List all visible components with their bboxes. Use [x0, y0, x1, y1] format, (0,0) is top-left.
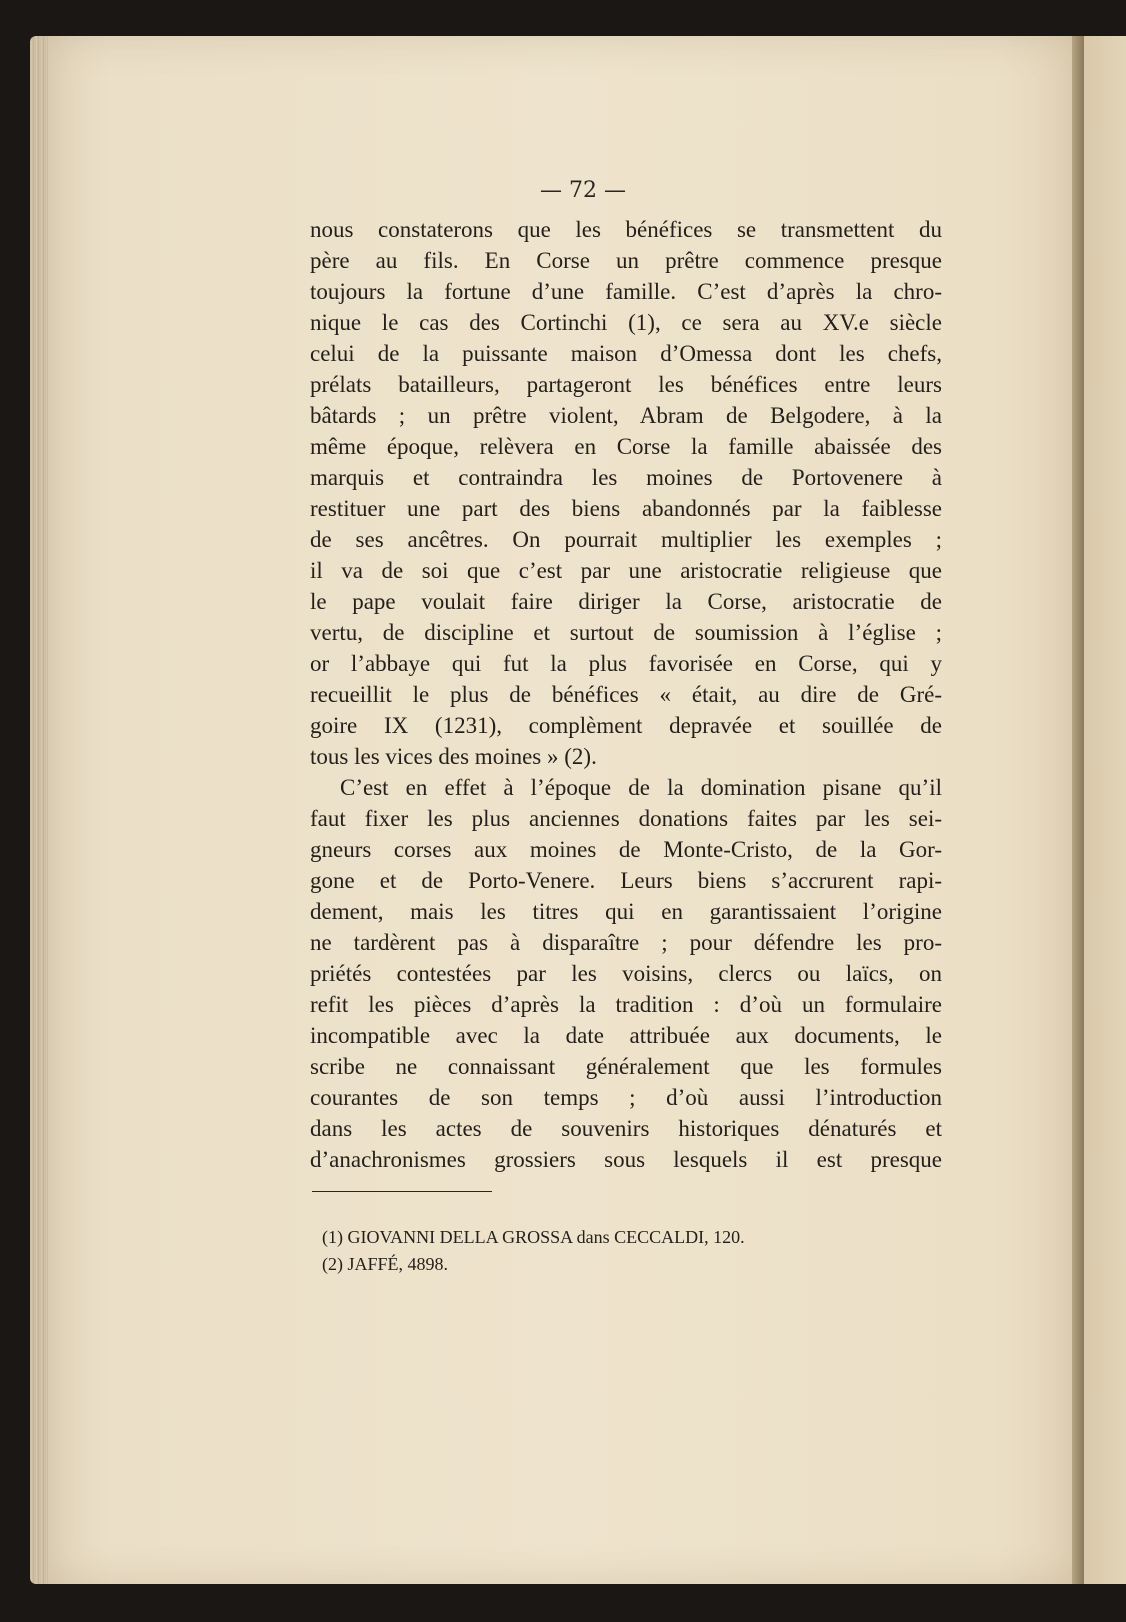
text-line: gneurs corses aux moines de Monte-Cristo, de la Gor-	[310, 837, 942, 862]
text-line: C’est en effet à l’époque de la domination pisane qu’il	[340, 775, 942, 800]
text-line: priétés contestées par les voisins, clercs ou laïcs, on	[310, 961, 942, 986]
text-line: celui de la puissante maison d’Omessa dont les chefs,	[310, 341, 942, 366]
text-line: père au fils. En Corse un prêtre commence presque	[310, 248, 942, 273]
footnote: (2) JAFFÉ, 4898.	[322, 1254, 449, 1274]
book-gutter	[1072, 36, 1084, 1584]
text-line: faut fixer les plus anciennes donations faites par les sei-	[310, 806, 942, 831]
text-line: de ses ancêtres. On pourrait multiplier les exemples ;	[310, 527, 942, 552]
text-line: courantes de son temps ; d’où aussi l’introduction	[310, 1085, 942, 1110]
text-line: nique le cas des Cortinchi (1), ce sera au XV.e siècle	[310, 310, 942, 335]
text-line: nous constaterons que les bénéfices se transmettent du	[310, 217, 942, 242]
text-line: tous les vices des moines » (2).	[310, 744, 597, 769]
text-line: restituer une part des biens abandonnés par la faiblesse	[310, 496, 942, 521]
page-number-header: — 72 —	[540, 178, 626, 203]
text-line: recueillit le plus de bénéfices « était, au dire de Gré-	[310, 682, 942, 707]
text-line: dans les actes de souvenirs historiques dénaturés et	[310, 1116, 942, 1141]
body-text	[310, 214, 942, 1175]
text-line: gone et de Porto-Venere. Leurs biens s’accrurent rapi-	[310, 868, 942, 893]
text-line: toujours la fortune d’une famille. C’est d’après la chro-	[310, 279, 942, 304]
text-line: même époque, relèvera en Corse la famille abaissée des	[310, 434, 942, 459]
text-line: d’anachronismes grossiers sous lesquels il est presque	[310, 1147, 942, 1172]
text-line: dement, mais les titres qui en garantissaient l’origine	[310, 899, 942, 924]
text-line: bâtards ; un prêtre violent, Abram de Belgodere, à la	[310, 403, 942, 428]
facing-page-edge	[1084, 36, 1126, 1584]
text-line: goire IX (1231), complèment depravée et souillée de	[310, 713, 942, 738]
footnote-rule	[312, 1191, 492, 1192]
text-line: il va de soi que c’est par une aristocratie religieuse que	[310, 558, 942, 583]
footnotes	[322, 1224, 745, 1278]
text-line: le pape voulait faire diriger la Corse, aristocratie de	[310, 589, 942, 614]
footnote: (1) GIOVANNI DELLA GROSSA dans CECCALDI, 120.	[322, 1227, 745, 1247]
text-line: refit les pièces d’après la tradition : d’où un formulaire	[310, 992, 942, 1017]
text-line: marquis et contraindra les moines de Portovenere à	[310, 465, 942, 490]
text-line: ne tardèrent pas à disparaître ; pour défendre les pro-	[310, 930, 942, 955]
text-line: incompatible avec la date attribuée aux documents, le	[310, 1023, 942, 1048]
text-line: prélats batailleurs, partageront les bénéfices entre leurs	[310, 372, 942, 397]
text-line: or l’abbaye qui fut la plus favorisée en Corse, qui y	[310, 651, 942, 676]
text-line: scribe ne connaissant généralement que les formules	[310, 1054, 942, 1079]
text-line: vertu, de discipline et surtout de soumission à l’église ;	[310, 620, 942, 645]
